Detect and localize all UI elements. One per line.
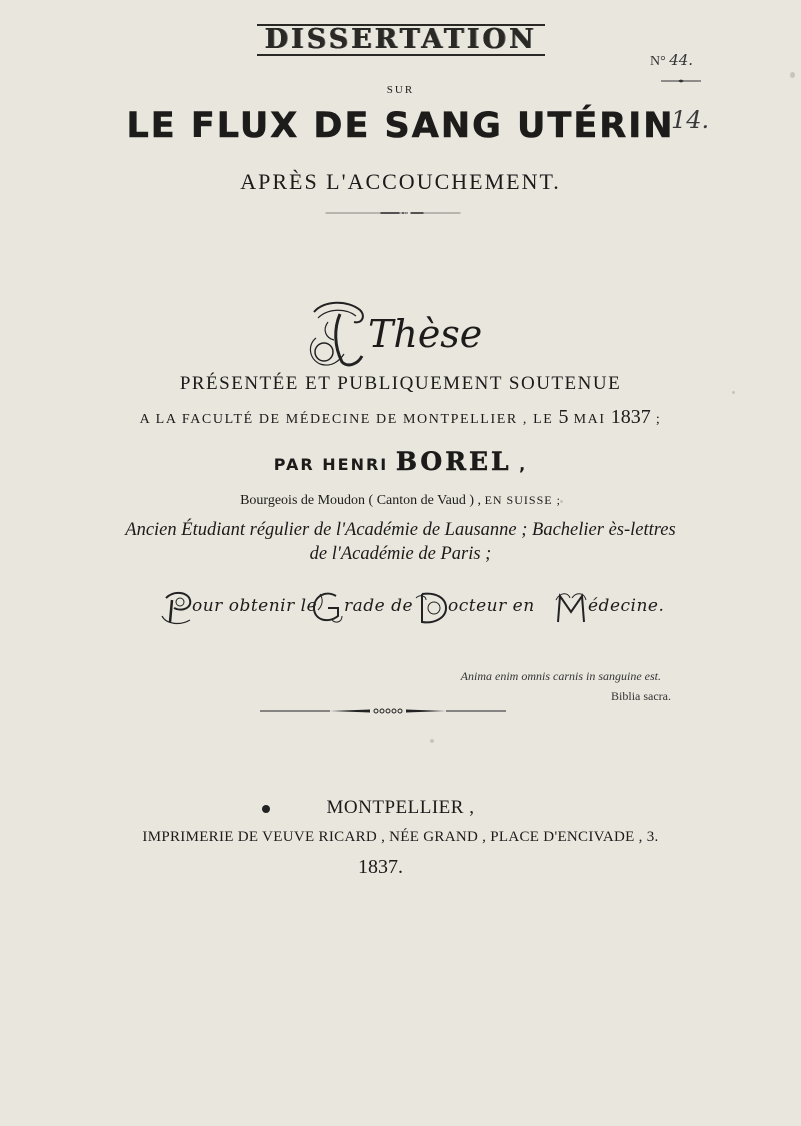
ancien-line-2: de l'Académie de Paris ; (309, 544, 492, 564)
faculty-end: ; (650, 412, 662, 427)
imprint-city: MONTPELLIER , (326, 797, 475, 818)
month: MAI (568, 412, 611, 427)
obtain-word-2: rade de (344, 596, 414, 616)
main-title: LE FLUX DE SANG UTÉRIN (126, 106, 675, 146)
author-surname: BOREL (395, 447, 512, 476)
ornate-p-initial-icon (160, 590, 194, 626)
par-henri: PAR HENRI (273, 455, 389, 474)
foxing-spot (430, 739, 434, 743)
author-comma: , (511, 455, 528, 474)
foxing-spot (790, 72, 795, 78)
obtain-word-4: édecine. (588, 596, 665, 616)
ancien-line-1: Ancien Étudiant régulier de l'Académie de Lausanne ; Bachelier ès-lettres (125, 520, 676, 540)
foxing-spot (732, 391, 735, 394)
these-word: Thèse (368, 312, 483, 356)
subtitle: APRÈS L'ACCOUCHEMENT. (240, 169, 561, 194)
imprint-printer: IMPRIMERIE DE VEUVE RICARD , NÉE GRAND , PLACE D'ENCIVADE , 3. (142, 829, 659, 845)
ornamental-rule-top (258, 212, 528, 214)
ornate-d-initial-icon (414, 590, 448, 626)
obtain-word-3: octeur en (448, 596, 535, 616)
presentation-line-1: PRÉSENTÉE ET PUBLIQUEMENT SOUTENUE (179, 373, 622, 394)
dissertation-text: DISSERTATION (257, 24, 545, 56)
catalog-rule (661, 79, 701, 83)
epigraph-quote: Anima enim omnis carnis in sanguine est. (460, 669, 661, 683)
suisse-text: EN SUISSE ; (484, 493, 561, 507)
catalog-number-value: 44. (669, 51, 694, 69)
bourgeois-line (0, 493, 801, 509)
faculty-text: A LA FACULTÉ DE MÉDECINE DE MONTPELLIER , LE (139, 412, 559, 427)
catalog-number (650, 51, 693, 70)
ornate-m-initial-icon (554, 590, 588, 626)
day: 5 (558, 406, 569, 428)
handwritten-number: 14. (671, 106, 710, 134)
ornate-t-initial-icon (304, 298, 374, 370)
ornate-g-initial-icon (310, 590, 344, 626)
bourgeois-text: Bourgeois de Moudon ( Canton de Vaud ) , (240, 493, 485, 508)
foxing-spot (560, 500, 563, 503)
ornamental-rule-bottom (260, 708, 506, 714)
sur-word: SUR (386, 84, 415, 96)
these-block (300, 298, 510, 370)
author-line (0, 447, 801, 476)
obtain-degree-line (160, 590, 700, 630)
catalog-number-prefix: N° (650, 54, 666, 69)
defense-year: 1837 (610, 406, 651, 428)
imprint-year: 1837. (358, 856, 403, 878)
epigraph-source: Biblia sacra. (611, 689, 671, 703)
obtain-word-1: our obtenir le (192, 596, 318, 616)
faculty-line (0, 406, 801, 429)
